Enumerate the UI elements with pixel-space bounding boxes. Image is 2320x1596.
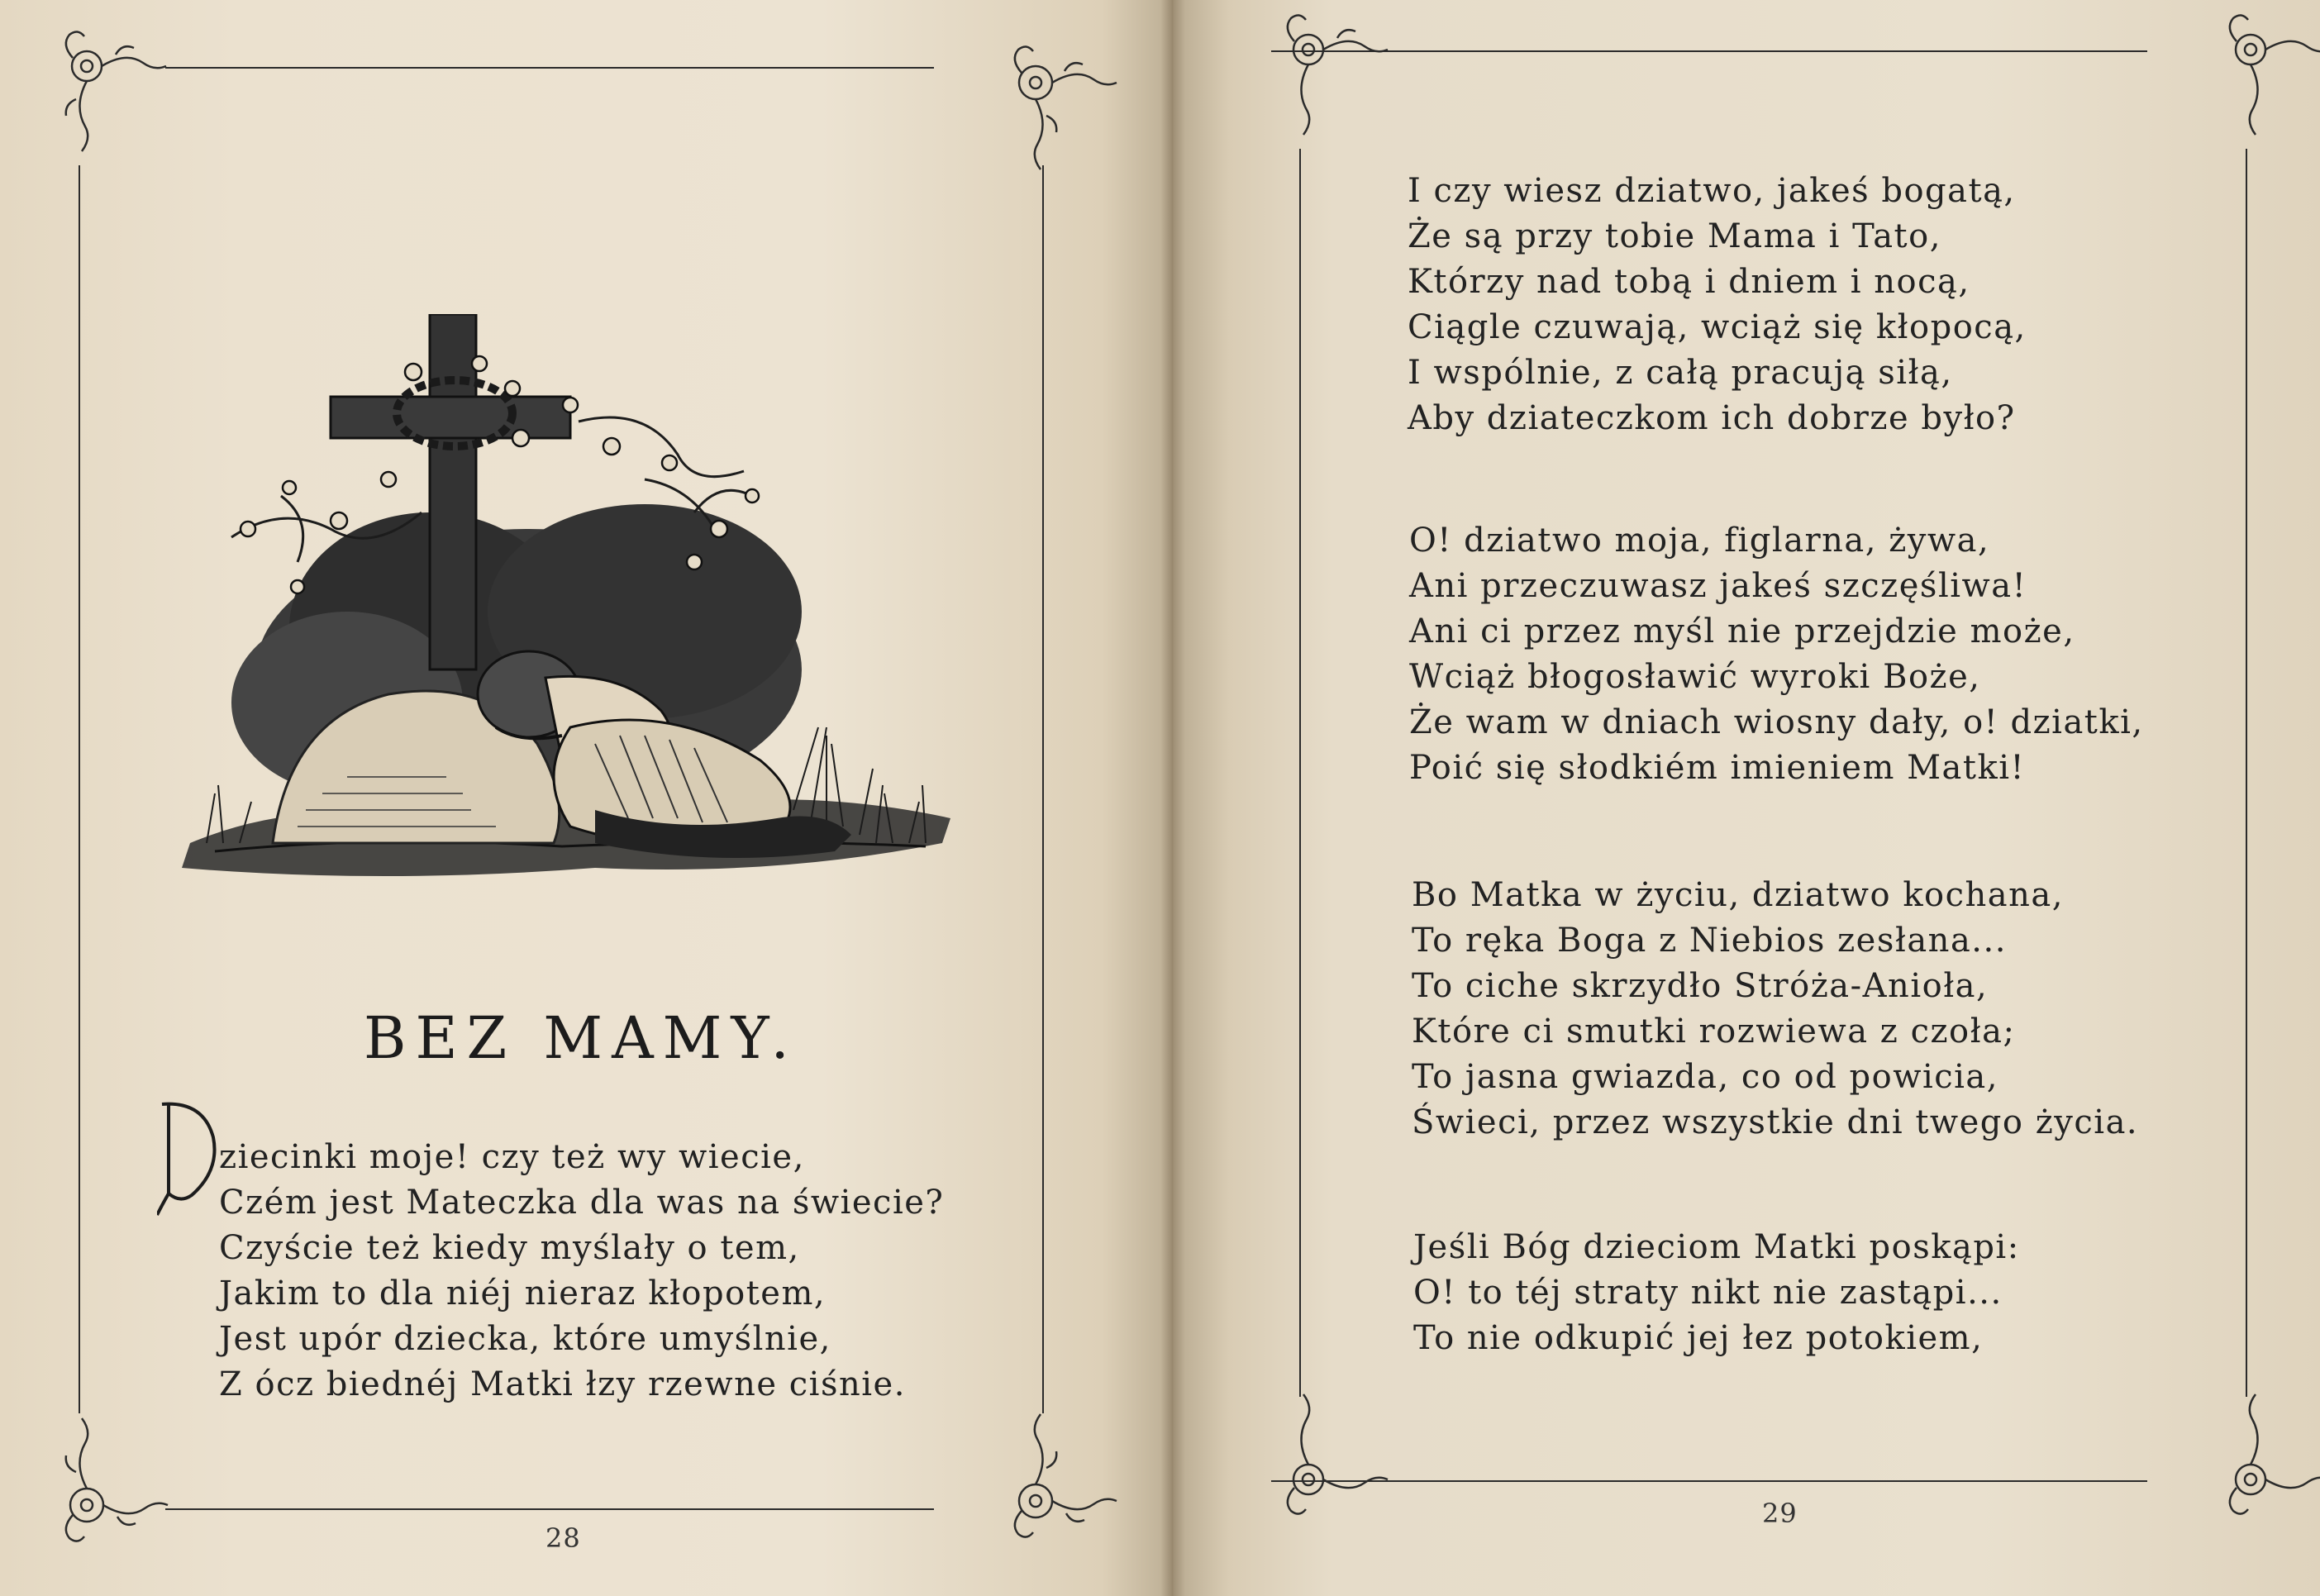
corner-ornament-bottom-right <box>2230 1394 2320 1514</box>
engraving-image <box>182 314 975 926</box>
poem-line: Że wam w dniach wiosny dały, o! dziatki, <box>1409 703 2144 741</box>
page-number-left: 28 <box>545 1522 581 1554</box>
poem-line: Że są przy tobie Mama i Tato, <box>1408 217 1941 255</box>
poem-line: ziecinki moje! czy też wy wiecie, <box>219 1138 805 1176</box>
right-stanza-2 <box>1409 518 2144 791</box>
poem-line: I wspólnie, z całą pracują siłą, <box>1408 354 1953 392</box>
page-number-right: 29 <box>1762 1498 1798 1529</box>
poem-line: O! to téj straty nikt nie zastąpi... <box>1413 1274 2003 1312</box>
poem-line: Bo Matka w życiu, dziatwo kochana, <box>1412 876 2064 914</box>
poem-line: O! dziatwo moja, figlarna, żywa, <box>1409 522 1990 560</box>
left-poem <box>219 1135 944 1408</box>
right-page <box>1172 0 2320 1596</box>
poem-line: To ręka Boga z Niebios zesłana... <box>1412 922 2007 960</box>
poem-line: Czyście też kiedy myślały o tem, <box>219 1229 800 1267</box>
poem-line: To jasna gwiazda, co od powicia, <box>1412 1058 1998 1096</box>
poem-line: Którzy nad tobą i dniem i nocą, <box>1408 263 1970 301</box>
right-stanza-1 <box>1408 169 2027 441</box>
poem-line: Ani przeczuwasz jakeś szczęśliwa! <box>1409 567 2027 605</box>
right-stanza-3 <box>1412 873 2138 1146</box>
poem-line: Poić się słodkiém imieniem Matki! <box>1409 749 2026 787</box>
corner-ornament-bottom-left <box>66 1418 168 1541</box>
book-gutter <box>1160 0 1185 1596</box>
drop-cap-d <box>157 1098 223 1222</box>
right-stanza-4 <box>1413 1225 2020 1361</box>
corner-ornament-top-left <box>1288 15 1388 135</box>
corner-ornament-top-left <box>66 31 166 151</box>
poem-line: Ani ci przez myśl nie przejdzie może, <box>1409 612 2075 650</box>
poem-line: Jeśli Bóg dzieciom Matki poskąpi: <box>1413 1228 2020 1266</box>
corner-ornament-top-right <box>2230 15 2320 135</box>
poem-line: Jest upór dziecka, które umyślnie, <box>219 1320 831 1358</box>
illustration-grave-cross <box>182 314 975 929</box>
poem-line: To ciche skrzydło Stróża-Anioła, <box>1412 967 1989 1005</box>
corner-ornament-bottom-left <box>1288 1394 1388 1514</box>
poem-line: Które ci smutki rozwiewa z czoła; <box>1412 1012 2016 1051</box>
corner-ornament-bottom-right <box>1015 1414 1117 1537</box>
poem-line: Aby dziateczkom ich dobrze było? <box>1408 399 2016 437</box>
poem-line: Ciągle czuwają, wciąż się kłopocą, <box>1408 308 2027 346</box>
poem-title: BEZ MAMY. <box>364 1004 798 1072</box>
poem-line: Świeci, przez wszystkie dni twego życia. <box>1412 1103 2139 1141</box>
poem-line: Wciąż błogosławić wyroki Boże, <box>1409 658 1981 696</box>
poem-line: Czém jest Mateczka dla was na świecie? <box>219 1184 945 1222</box>
poem-line: Z ócz biednéj Matki łzy rzewne ciśnie. <box>219 1365 906 1403</box>
corner-ornament-top-right <box>1015 46 1117 169</box>
poem-line: I czy wiesz dziatwo, jakeś bogatą, <box>1408 172 2016 210</box>
poem-line: Jakim to dla niéj nieraz kłopotem, <box>219 1274 827 1313</box>
poem-line: To nie odkupić jej łez potokiem, <box>1413 1319 1984 1357</box>
